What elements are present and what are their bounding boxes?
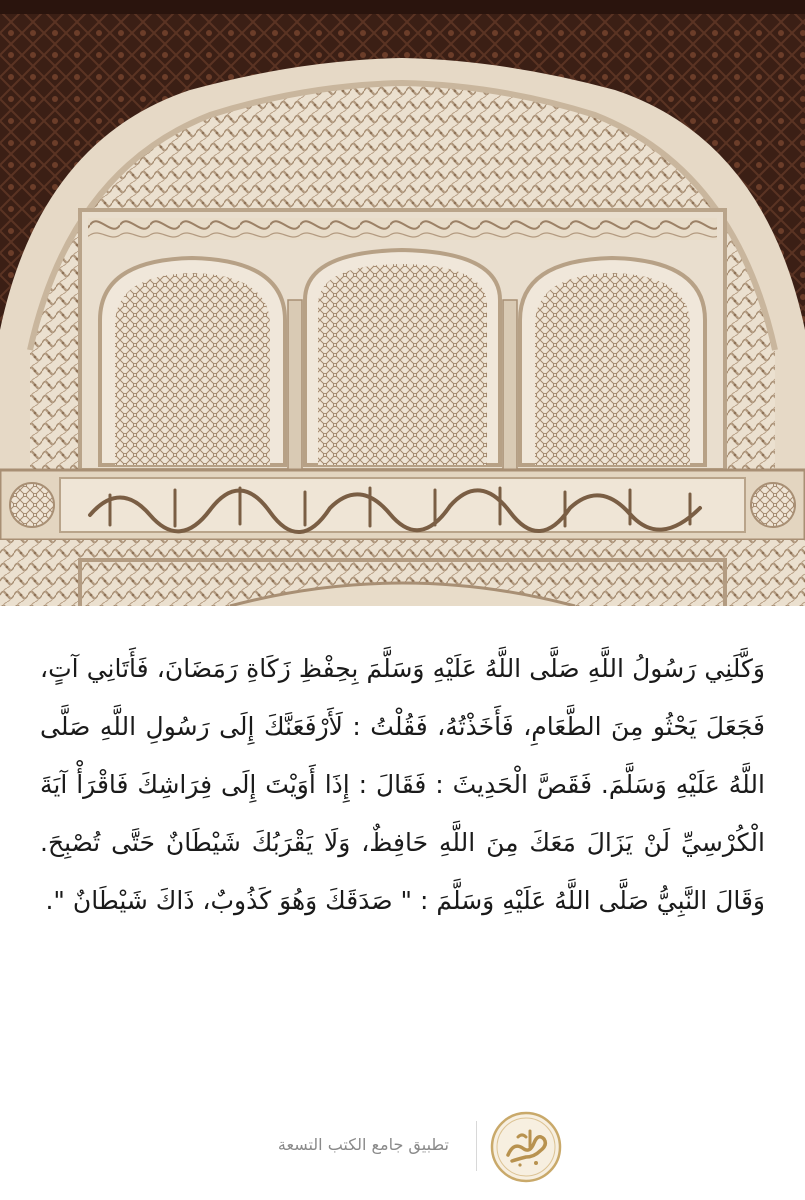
muhammad-calligraphy-logo-icon <box>490 1111 562 1183</box>
footer-divider <box>476 1121 477 1171</box>
app-name: تطبيق جامع الكتب التسعة <box>277 1135 449 1154</box>
footer <box>0 1105 805 1185</box>
hadith-text: وَكَّلَنِي رَسُولُ اللَّهِ صَلَّى اللَّهُ عَلَيْهِ وَسَلَّمَ بِحِفْظِ زَكَاةِ رَمَضَانَ، فَأَتَانِي آتٍ، فَجَعَلَ يَحْثُو مِنَ الطَّعَامِ، فَأَخَذْتُهُ، فَقُلْتُ : لَأَرْفَعَنَّكَ إِلَى رَسُولِ اللَّهِ صَلَّى اللَّهُ عَلَيْهِ وَسَلَّمَ. فَقَصَّ الْحَدِيثَ : فَقَالَ : إِذَا أَوَيْتَ إِلَى فِرَاشِكَ فَاقْرَأْ آيَةَ الْكُرْسِيِّ لَنْ يَزَالَ مَعَكَ مِنَ اللَّهِ حَافِظٌ، وَلَا يَقْرَبُكَ شَيْطَانٌ حَتَّى تُصْبِحَ. وَقَالَ النَّبِيُّ صَلَّى اللَّهُ عَلَيْهِ وَسَلَّمَ : " صَدَقَكَ وَهُوَ كَذُوبٌ، ذَاكَ شَيْطَانٌ ". <box>40 654 765 915</box>
